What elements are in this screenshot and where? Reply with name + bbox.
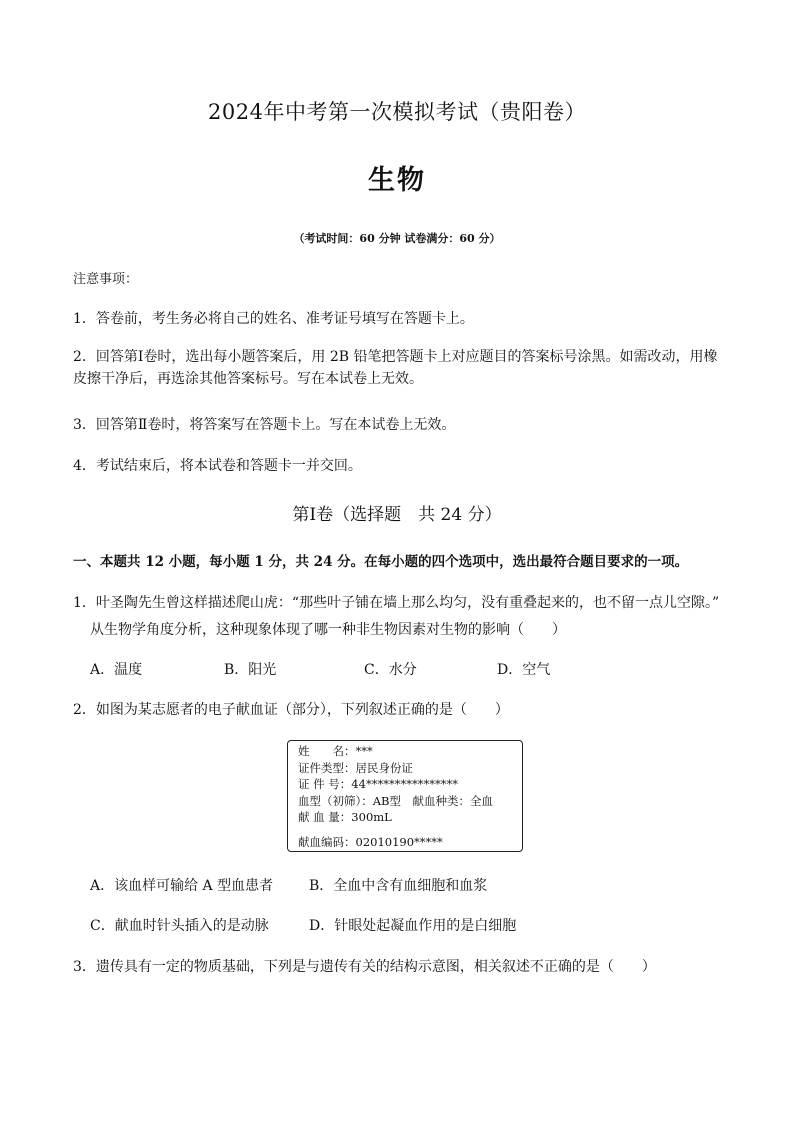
- section-title: 第Ⅰ卷（选择题 共 24 分）: [292, 505, 502, 525]
- exam-info: （考试时间：60 分钟 试卷满分：60 分）: [293, 232, 501, 245]
- note-item-3: 3．回答第Ⅱ卷时，将答案写在答题卡上。写在本试卷上无效。: [73, 417, 456, 433]
- question-1-stem: 1．叶圣陶先生曾这样描述爬山虎：“那些叶子铺在墙上那么均匀，没有重叠起来的，也不留一点儿空隙。”: [73, 595, 720, 611]
- question-3-stem: 3．遗传具有一定的物质基础，下列是与遗传有关的结构示意图，相关叙述不正确的是（ ）: [73, 959, 656, 975]
- card-code: 献血编码：02010190*****: [298, 834, 443, 849]
- blood-donation-card: [287, 740, 523, 852]
- q2-option-a: A．该血样可输给 A 型血患者: [90, 878, 274, 894]
- q1-option-d: D．空气: [497, 662, 551, 678]
- card-name: 姓 名：***: [298, 744, 373, 758]
- subject-title: 生物: [368, 165, 426, 196]
- notes-heading: 注意事项：: [73, 272, 139, 287]
- note-item-1: 1．答卷前，考生务必将自己的姓名、准考证号填写在答题卡上。: [73, 311, 474, 327]
- card-volume: 献 血 量：300mL: [298, 810, 392, 824]
- note-item-2: 2．回答第Ⅰ卷时，选出每小题答案后，用 2B 铅笔把答题卡上对应题目的答案标号涂黑。如需改动，用橡皮擦干净后，再选涂其他答案标号。写在本试卷上无效。: [73, 349, 718, 387]
- card-id-number: 证 件 号：44****************: [298, 777, 458, 791]
- q1-option-b: B．阳光: [224, 662, 277, 678]
- card-id-type: 证件类型：居民身份证: [298, 760, 413, 775]
- q1-option-c: C．水分: [364, 662, 417, 678]
- card-blood-type: 血型（初筛）：AB型 献血种类：全血: [298, 793, 494, 808]
- q1-option-a: A．温度: [90, 662, 143, 678]
- question-2-stem: 2．如图为某志愿者的电子献血证（部分），下列叙述正确的是（ ）: [73, 702, 509, 718]
- part-intro: 一、本题共 12 小题，每小题 1 分，共 24 分。在每小题的四个选项中，选出最符合题目要求的一项。: [73, 554, 689, 570]
- question-1-stem-cont: 从生物学角度分析，这种现象体现了哪一种非生物因素对生物的影响（ ）: [90, 622, 566, 638]
- q2-option-c: C．献血时针头插入的是动脉: [90, 918, 269, 934]
- q2-option-d: D．针眼处起凝血作用的是白细胞: [309, 918, 517, 934]
- note-item-4: 4．考试结束后，将本试卷和答题卡一并交回。: [73, 458, 362, 474]
- q2-option-b: B．全血中含有血细胞和血浆: [309, 878, 488, 894]
- exam-title: 2024年中考第一次模拟考试（贵阳卷）: [208, 100, 586, 124]
